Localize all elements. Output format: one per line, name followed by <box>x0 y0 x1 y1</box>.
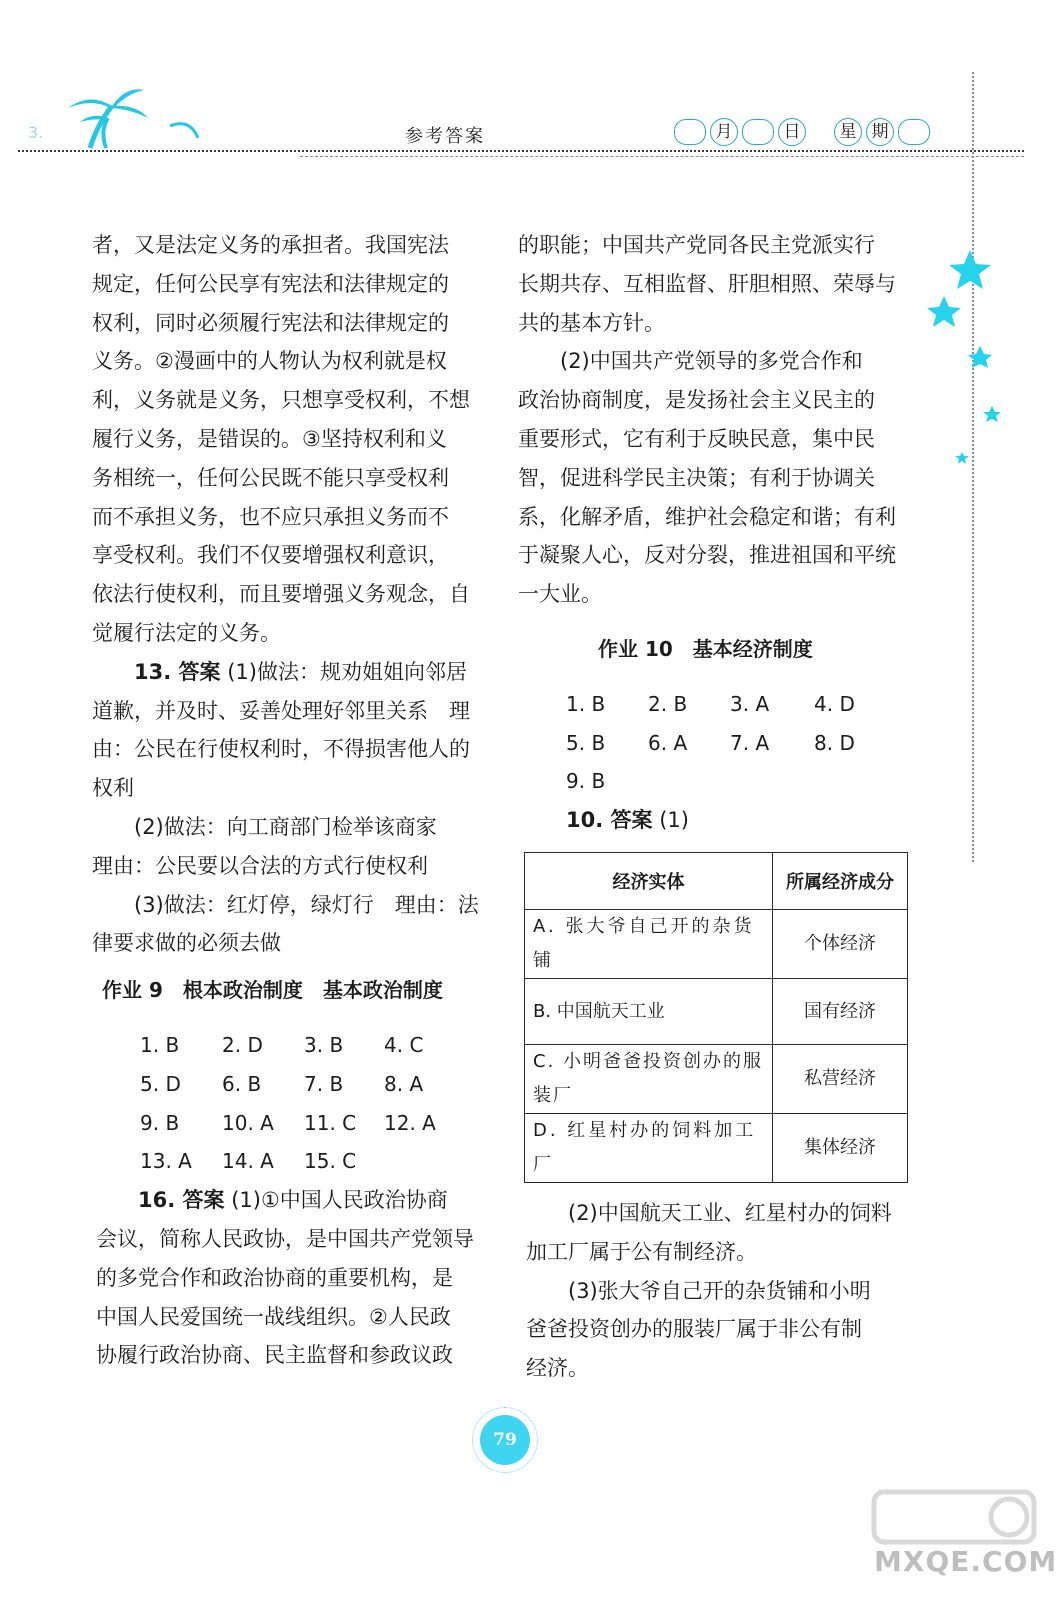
hw9-answer-grid <box>140 1026 484 1181</box>
q16-answer-line <box>96 1181 484 1220</box>
watermark-text: MXQE.COM <box>874 1545 1058 1578</box>
table-header-cell: 经济实体 <box>525 853 773 910</box>
header-divider <box>18 150 1024 152</box>
day-slot <box>742 119 774 145</box>
answer-item: 1. B <box>566 691 606 716</box>
answer-item: 2. D <box>222 1032 263 1057</box>
text-line: (1)做法：规劝姐姐向邻居 <box>227 659 467 684</box>
answer-item: 8. A <box>384 1071 424 1096</box>
text-line: (3)张大爷自己开的杂货铺和小明 <box>568 1278 871 1303</box>
q13-answer-line <box>92 653 484 692</box>
page-header-title: 参考答案 <box>405 126 485 147</box>
text-line: (1)①中国人民政治协商 <box>231 1188 448 1213</box>
text-line: 而不承担义务，也不应只承担义务而不 <box>92 504 449 529</box>
text-line: 经济。 <box>526 1356 589 1381</box>
text-line: 觉履行法定的义务。 <box>92 620 281 645</box>
hw10-answer-grid <box>566 685 910 801</box>
text-line: 利，义务就是义务，只想享受权利，不想 <box>92 388 470 413</box>
text-line: 于凝聚人心，反对分裂，推进祖国和平统 <box>518 543 896 568</box>
date-fields <box>672 118 932 146</box>
text-line: 道歉，并及时、妥善处理好邻里关系 理 <box>92 698 470 723</box>
text-line: 律要求做的必须去做 <box>92 931 281 956</box>
text-line: 权利，同时必须履行宪法和法律规定的 <box>92 310 449 335</box>
text-line: (2)做法：向工商部门检举该商家 <box>134 814 437 839</box>
table-cell: C. 小明爸爸投资创办的服装厂 <box>525 1045 773 1114</box>
text-line: 义务。②漫画中的人物认为权利就是权 <box>92 349 447 374</box>
answer-item: 11. C <box>304 1110 357 1135</box>
table-cell: A. 张大爷自己开的杂货铺 <box>525 910 773 979</box>
text-line: (2)中国航天工业、红星村办的饲料 <box>568 1201 892 1225</box>
text-line: 共的基本方针。 <box>518 310 665 335</box>
left-intro-paragraph <box>92 226 484 653</box>
q10-label: 10. 答案 <box>566 808 653 833</box>
weekday-slot <box>898 119 930 145</box>
text-line: 规定，任何公民享有宪法和法律规定的 <box>92 271 449 296</box>
answer-item: 7. B <box>304 1071 344 1096</box>
q10-answer-line <box>566 801 910 840</box>
table-cell: 私营经济 <box>773 1045 908 1114</box>
text-line: 履行义务，是错误的。③坚持权利和义 <box>92 426 447 451</box>
right-column-continued <box>526 1194 918 1388</box>
svg-text:3.: 3. <box>28 123 44 142</box>
day-label: 日 <box>778 118 806 146</box>
right-column <box>518 226 910 840</box>
answer-item: 9. B <box>566 769 606 794</box>
answer-item: 5. B <box>566 730 606 755</box>
text-line: 中国人民爱国统一战线组织。②人民政 <box>96 1304 451 1329</box>
answer-item: 4. D <box>814 691 855 716</box>
answer-item: 7. A <box>730 730 770 755</box>
economy-table <box>524 852 908 1183</box>
text-line: 政治协商制度，是发扬社会主义民主的 <box>518 388 875 413</box>
answer-item: 6. B <box>222 1071 262 1096</box>
table-row <box>525 979 908 1045</box>
q16-label: 16. 答案 <box>138 1188 225 1213</box>
table-cell: 个体经济 <box>773 910 908 979</box>
header-divider-dashed <box>300 156 1024 157</box>
answer-item: 8. D <box>814 730 855 755</box>
answer-item: 9. B <box>140 1110 180 1135</box>
text-line: 智，促进科学民主决策；有利于协调关 <box>518 465 875 490</box>
page-number: 79 <box>480 1415 530 1465</box>
hw9-section-title: 作业 9 根本政治制度 基本政治制度 <box>102 978 443 1003</box>
table-cell: B. 中国航天工业 <box>525 979 773 1045</box>
answer-item: 3. B <box>304 1032 344 1057</box>
text-line: 长期共存、互相监督、肝胆相照、荣辱与 <box>518 271 896 296</box>
table-row <box>525 1045 908 1114</box>
q10-part-label: (1) <box>659 808 689 833</box>
answer-item: 4. C <box>384 1032 424 1057</box>
week-label-1: 星 <box>834 118 862 146</box>
text-line: (3)做法：红灯停，绿灯行 理由：法 <box>134 892 479 917</box>
text-line: 系，化解矛盾，维护社会稳定和谐；有利 <box>518 504 896 529</box>
table-header-cell: 所属经济成分 <box>773 853 908 910</box>
q13-label: 13. 答案 <box>134 659 221 684</box>
text-line: 加工厂属于公有制经济。 <box>526 1239 757 1264</box>
table-cell: D. 红星村办的饲料加工厂 <box>525 1114 773 1183</box>
text-line: 一大业。 <box>518 582 602 607</box>
text-line: (2)中国共产党领导的多党合作和 <box>560 349 863 374</box>
text-line: 的职能；中国共产党同各民主党派实行 <box>518 233 875 257</box>
text-line: 理由：公民要以合法的方式行使权利 <box>92 853 428 878</box>
answer-item: 15. C <box>304 1149 357 1174</box>
answer-item: 2. B <box>648 691 688 716</box>
week-label-2: 期 <box>866 118 894 146</box>
text-line: 务相统一，任何公民既不能只享受权利 <box>92 465 449 490</box>
text-line: 会议，简称人民政协，是中国共产党领导 <box>96 1226 474 1251</box>
answer-item: 12. A <box>384 1110 436 1135</box>
text-line: 依法行使权利，而且要增强义务观念，自 <box>92 582 470 607</box>
answer-item: 14. A <box>222 1149 274 1174</box>
palm-tree-logo <box>20 78 210 158</box>
answer-item: 13. A <box>140 1149 192 1174</box>
answer-item: 1. B <box>140 1032 180 1057</box>
text-line: 协履行政治协商、民主监督和参政议政 <box>96 1343 453 1368</box>
table-cell: 国有经济 <box>773 979 908 1045</box>
hw10-section-title: 作业 10 基本经济制度 <box>598 636 813 661</box>
table-row <box>525 1114 908 1183</box>
star-decoration <box>920 240 1010 480</box>
table-header-row <box>525 853 908 910</box>
answer-item: 10. A <box>222 1110 274 1135</box>
answer-item: 6. A <box>648 730 688 755</box>
text-line: 爸爸投资创办的服装厂属于非公有制 <box>526 1317 862 1342</box>
text-line: 享受权利。我们不仅要增强权利意识， <box>92 543 449 568</box>
text-line: 者，又是法定义务的承担者。我国宪法 <box>92 233 449 257</box>
table-cell: 集体经济 <box>773 1114 908 1183</box>
answer-item: 5. D <box>140 1071 181 1096</box>
month-label: 月 <box>710 118 738 146</box>
left-column <box>92 226 484 1375</box>
month-slot <box>674 119 706 145</box>
answer-item: 3. A <box>730 691 770 716</box>
table-row <box>525 910 908 979</box>
text-line: 由：公民在行使权利时，不得损害他人的 <box>92 737 470 762</box>
text-line: 权利 <box>92 776 134 801</box>
text-line: 的多党合作和政治协商的重要机构，是 <box>96 1265 453 1290</box>
text-line: 重要形式，它有利于反映民意，集中民 <box>518 426 875 451</box>
